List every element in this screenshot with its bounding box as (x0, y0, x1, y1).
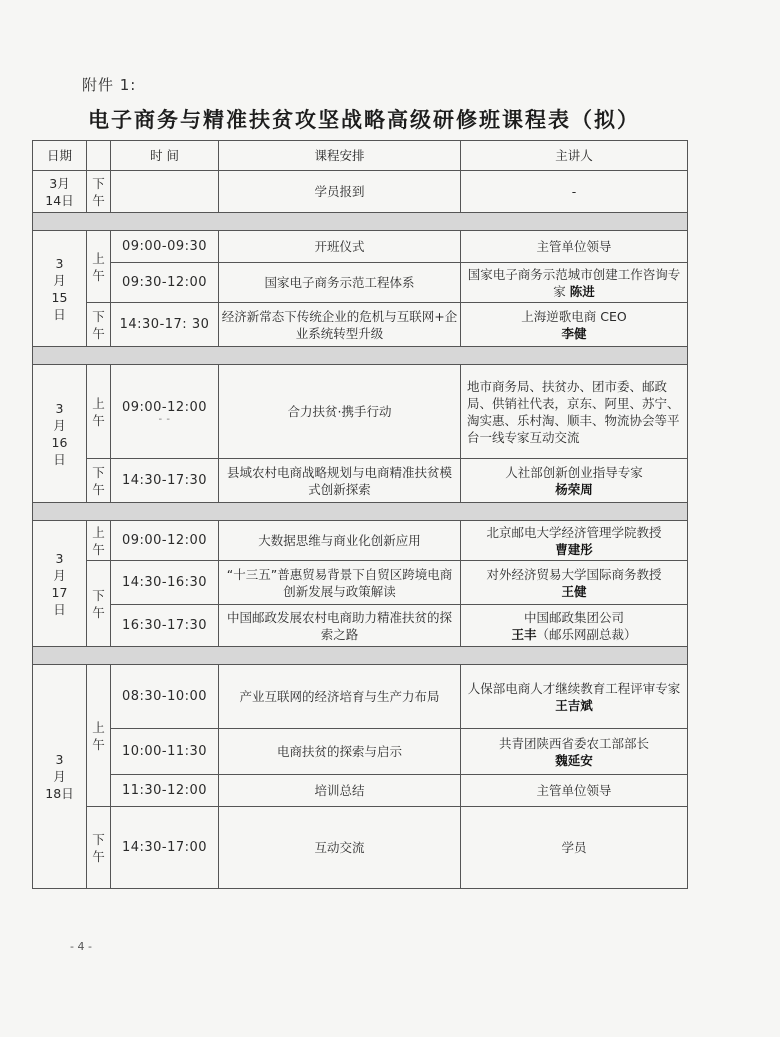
speaker-cell: 主管单位领导 (461, 775, 688, 807)
day-separator (33, 213, 688, 231)
speaker-cell (461, 521, 688, 561)
course-cell: 经济新常态下传统企业的危机与互联网+企业系统转型升级 (219, 303, 461, 347)
header-speaker: 主讲人 (461, 141, 688, 171)
day-separator (33, 347, 688, 365)
date-char: 日 (53, 451, 66, 467)
course-cell: 学员报到 (219, 171, 461, 213)
speaker-name-line (463, 626, 685, 643)
speaker-cell (461, 729, 688, 775)
period-char: 午 (92, 267, 105, 283)
speaker-cell: - (461, 171, 688, 213)
header-course: 课程安排 (219, 141, 461, 171)
date-cell (33, 521, 87, 647)
time-cell: 14:30-17: 30 (111, 303, 219, 347)
date-cell (33, 665, 87, 889)
table-row (33, 171, 688, 213)
time-cell: 10:00-11:30 (111, 729, 219, 775)
speaker-cell: 学员 (461, 807, 688, 889)
period-cell (87, 459, 111, 503)
period-char: 午 (92, 604, 105, 620)
date-cell (33, 365, 87, 503)
period-char: 午 (92, 481, 105, 497)
date-char: 日 (53, 601, 66, 617)
period-char: 午 (92, 325, 105, 341)
speaker-cell: 地市商务局、扶贫办、团市委、邮政局、供销社代表，京东、阿里、苏宁、淘实惠、乐村淘、顺丰、物流协会等平台一线专家互动交流 (461, 365, 688, 459)
course-schedule-table (32, 140, 688, 889)
speaker-title: 国家电子商务示范城市创建工作咨询专家 (467, 266, 681, 299)
period-char: 午 (92, 848, 105, 864)
speaker-name: 曹建彤 (555, 541, 593, 557)
period-cell (87, 665, 111, 807)
speaker-title: 中国邮政集团公司 (523, 609, 624, 625)
course-cell: 电商扶贫的探索与启示 (219, 729, 461, 775)
speaker-title: 对外经济贸易大学国际商务教授 (486, 566, 662, 582)
period-char: 午 (92, 736, 105, 752)
period-cell (87, 521, 111, 561)
course-cell: “十三五”普惠贸易背景下自贸区跨境电商创新发展与政策解读 (219, 561, 461, 605)
date-char: 月 (53, 417, 66, 433)
speaker-name: 王丰 (511, 626, 537, 642)
course-cell: 大数据思维与商业化创新应用 (219, 521, 461, 561)
date-char: 3 (55, 550, 64, 566)
table-row (33, 729, 688, 775)
header-time: 时 间 (111, 141, 219, 171)
table-row (33, 263, 688, 303)
course-cell: 培训总结 (219, 775, 461, 807)
period-char: 午 (92, 192, 105, 208)
speaker-cell (461, 665, 688, 729)
time-cell: 09:00-12:00 (111, 521, 219, 561)
period-char: 下 (92, 587, 105, 603)
course-cell: 县域农村电商战略规划与电商精准扶贫模式创新探索 (219, 459, 461, 503)
time-cell: 08:30-10:00 (111, 665, 219, 729)
date-month: 3月 (49, 175, 70, 191)
speaker-cell: 主管单位领导 (461, 231, 688, 263)
period-char: 上 (92, 250, 105, 266)
course-cell: 互动交流 (219, 807, 461, 889)
table-row (33, 459, 688, 503)
date-char: 15 (51, 289, 68, 305)
course-cell: 合力扶贫·携手行动 (219, 365, 461, 459)
time-cell: 09:00-09:30 (111, 231, 219, 263)
table-row (33, 303, 688, 347)
page-number: - 4 - (70, 940, 92, 953)
speaker-name: 杨荣周 (555, 481, 593, 497)
period-cell (87, 171, 111, 213)
document-title: 电子商务与精准扶贫攻坚战略高级研修班课程表（拟） (88, 108, 640, 132)
time-value: 09:00-12:00 (121, 400, 208, 415)
table-row (33, 365, 688, 459)
period-char: 下 (92, 831, 105, 847)
day-separator (33, 647, 688, 665)
period-char: 上 (92, 395, 105, 411)
date-char: 17 (51, 584, 68, 600)
table-row (33, 807, 688, 889)
speaker-cell (461, 303, 688, 347)
time-cell (111, 171, 219, 213)
period-char: 下 (92, 464, 105, 480)
date-char: 3 (55, 400, 64, 416)
course-cell: 国家电子商务示范工程体系 (219, 263, 461, 303)
speaker-title: 人社部创新创业指导专家 (505, 464, 643, 480)
date-char: 18日 (45, 786, 74, 801)
date-char: 日 (53, 306, 66, 322)
table-row (33, 231, 688, 263)
speaker-note: （邮乐网副总裁） (536, 626, 637, 642)
speaker-title: 人保部电商人才继续教育工程评审专家 (467, 680, 681, 696)
period-char: 下 (92, 308, 105, 324)
period-cell (87, 365, 111, 459)
period-char: 下 (92, 175, 105, 191)
time-cell: 09:30-12:00 (111, 263, 219, 303)
table-header-row (33, 141, 688, 171)
date-char: 月 (53, 769, 66, 784)
period-cell (87, 303, 111, 347)
attachment-label: 附件 1: (82, 76, 137, 94)
period-char: 午 (92, 541, 105, 557)
speaker-name: 王健 (561, 583, 587, 599)
speaker-cell (461, 605, 688, 647)
day-separator (33, 503, 688, 521)
table-row (33, 561, 688, 605)
date-cell (33, 171, 87, 213)
time-cell (111, 365, 219, 459)
table-row (33, 775, 688, 807)
date-cell (33, 231, 87, 347)
period-char: 上 (92, 524, 105, 540)
date-day: 14日 (45, 192, 74, 208)
speaker-name: 陈进 (569, 283, 595, 299)
speaker-title: 上海逆歌电商 CEO (521, 308, 627, 324)
speaker-title: 共青团陕西省委农工部部长 (498, 735, 649, 751)
period-cell (87, 561, 111, 647)
speaker-name: 魏延安 (555, 752, 593, 768)
table-row (33, 665, 688, 729)
course-cell: 产业互联网的经济培育与生产力布局 (219, 665, 461, 729)
header-date: 日期 (33, 141, 87, 171)
date-char: 3 (55, 255, 64, 271)
time-mark: - - (158, 414, 171, 425)
time-cell: 14:30-17:30 (111, 459, 219, 503)
period-char: 上 (92, 719, 105, 735)
time-cell: 16:30-17:30 (111, 605, 219, 647)
time-cell: 11:30-12:00 (111, 775, 219, 807)
date-char: 3 (55, 752, 64, 767)
course-cell: 开班仪式 (219, 231, 461, 263)
speaker-name: 王吉斌 (555, 697, 593, 713)
time-cell: 14:30-17:00 (111, 807, 219, 889)
header-blank (87, 141, 111, 171)
speaker-cell (461, 459, 688, 503)
date-char: 月 (53, 567, 66, 583)
speaker-name: 李健 (561, 325, 587, 341)
speaker-cell (461, 561, 688, 605)
course-cell: 中国邮政发展农村电商助力精准扶贫的探索之路 (219, 605, 461, 647)
time-cell: 14:30-16:30 (111, 561, 219, 605)
speaker-title: 北京邮电大学经济管理学院教授 (486, 524, 662, 540)
table-row (33, 521, 688, 561)
date-char: 16 (51, 434, 68, 450)
table-row (33, 605, 688, 647)
period-cell (87, 807, 111, 889)
period-char: 午 (92, 412, 105, 428)
speaker-cell (461, 263, 688, 303)
period-cell (87, 231, 111, 303)
date-char: 月 (53, 272, 66, 288)
